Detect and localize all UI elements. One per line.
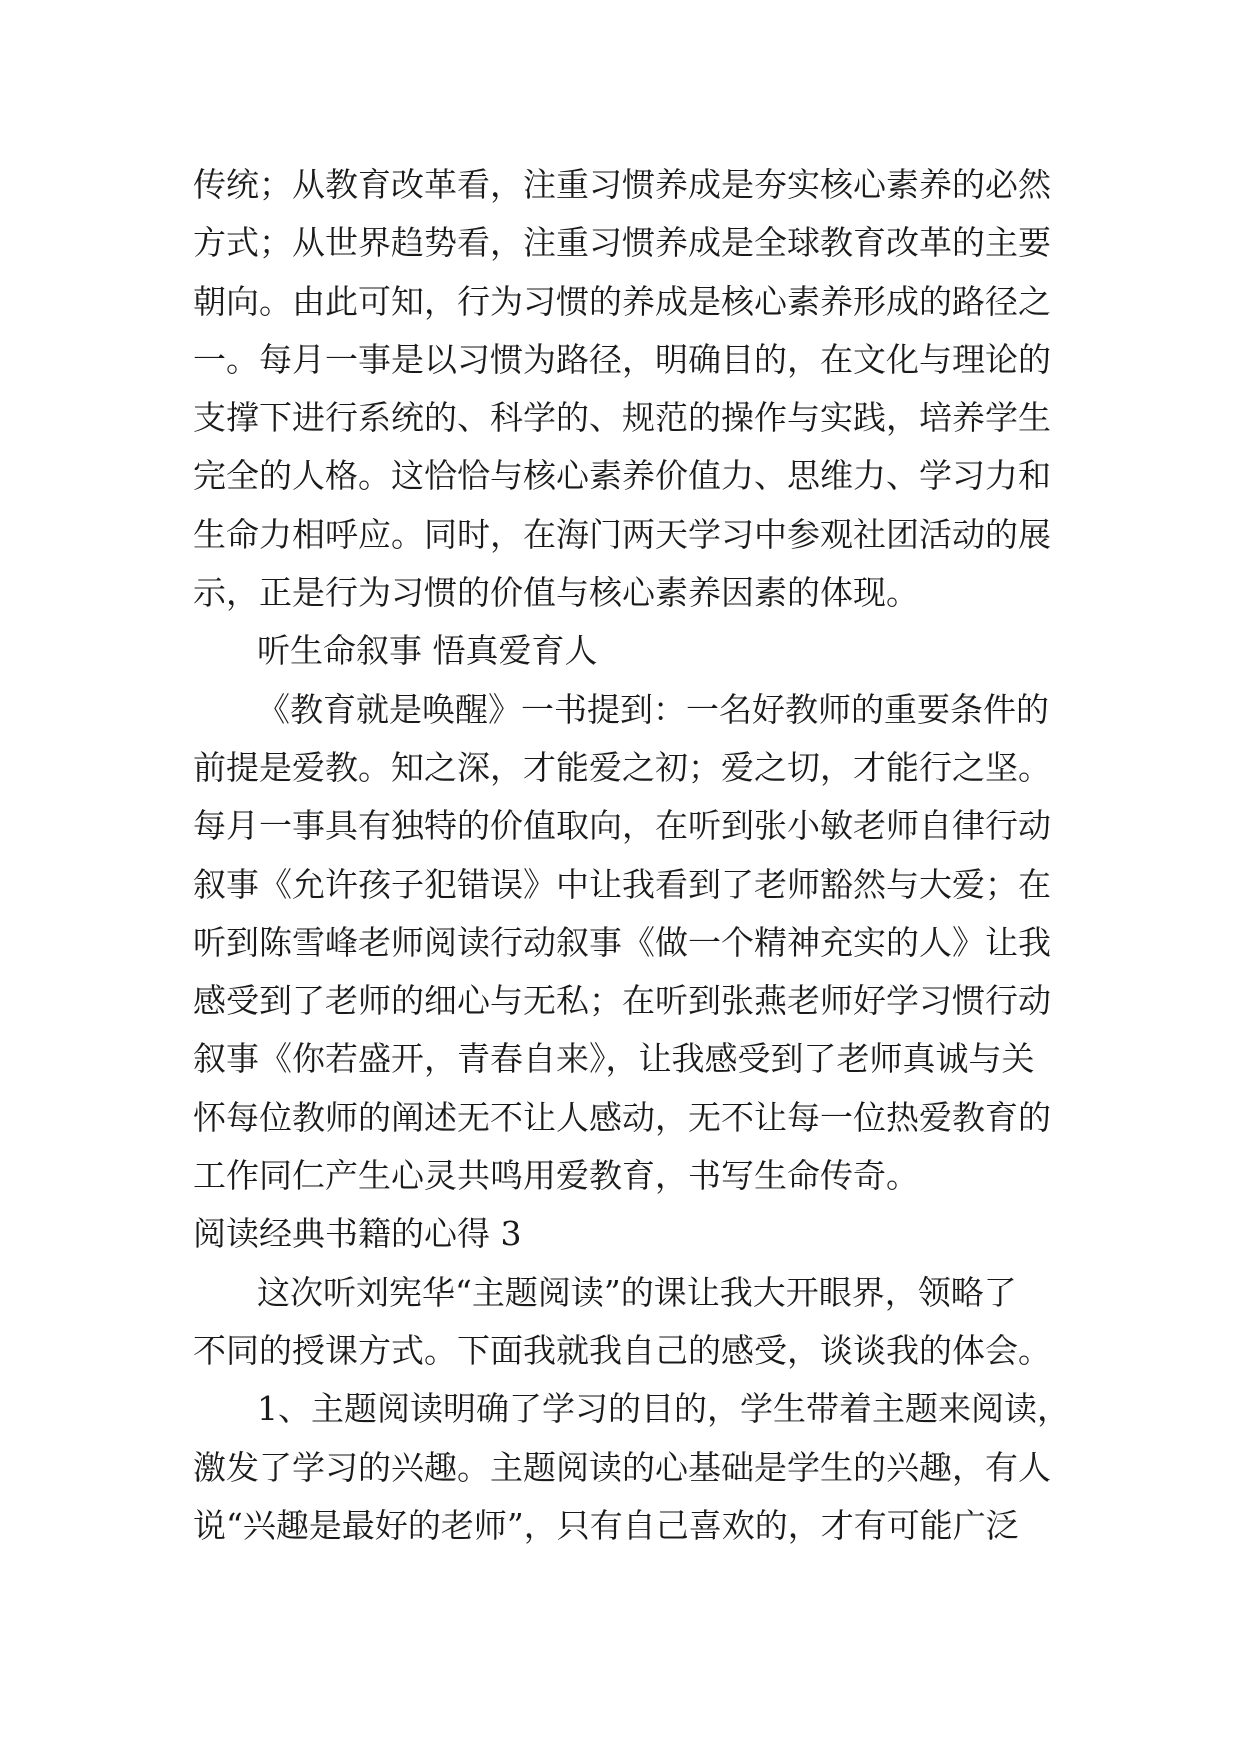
text-line: 支撑下进行系统的、科学的、规范的操作与实践，培养学生 [193, 398, 1051, 438]
text-line: 感受到了老师的细心与无私；在听到张燕老师好学习惯行动 [193, 981, 1051, 1021]
text-line: 听到陈雪峰老师阅读行动叙事《做一个精神充实的人》让我 [193, 922, 1051, 962]
text-line: 示，正是行为习惯的价值与核心素养因素的体现。 [193, 573, 919, 613]
body-text [193, 156, 1070, 1555]
text-line: 一。每月一事是以习惯为路径，明确目的，在文化与理论的 [193, 339, 1051, 379]
text-line: 怀每位教师的阐述无不让人感动，无不让每一位热爱教育的 [193, 1097, 1051, 1137]
text-line: 生命力相呼应。同时，在海门两天学习中参观社团活动的展 [193, 514, 1051, 554]
text-line: 不同的授课方式。下面我就我自己的感受，谈谈我的体会。 [193, 1330, 1051, 1370]
section-heading: 听生命叙事 悟真爱育人 [257, 631, 598, 671]
text-line: 激发了学习的兴趣。主题阅读的心基础是学生的兴趣，有人 [193, 1447, 1051, 1487]
text-line: 传统；从教育改革看，注重习惯养成是夯实核心素养的必然 [193, 165, 1051, 204]
text-line: 前提是爱教。知之深，才能爱之初；爱之切，才能行之坚。 [193, 747, 1051, 787]
text-line: 每月一事具有独特的价值取向，在听到张小敏老师自律行动 [193, 806, 1051, 846]
text-line: 1、主题阅读明确了学习的目的，学生带着主题来阅读， [257, 1389, 1070, 1429]
document-title: 阅读经典书籍的心得 3 [193, 1214, 522, 1254]
text-line: 完全的人格。这恰恰与核心素养价值力、思维力、学习力和 [193, 456, 1051, 496]
text-line: 这次听刘宪华“主题阅读”的课让我大开眼界，领略了 [257, 1272, 1017, 1312]
text-line: 《教育就是唤醒》一书提到：一名好教师的重要条件的 [257, 689, 1049, 729]
text-line: 说“兴趣是最好的老师”，只有自己喜欢的，才有可能广泛 [193, 1505, 1019, 1545]
text-line: 叙事《你若盛开，青春自来》，让我感受到了老师真诚与关 [193, 1039, 1035, 1079]
text-line: 工作同仁产生心灵共鸣用爱教育，书写生命传奇。 [193, 1156, 919, 1196]
text-line: 朝向。由此可知，行为习惯的养成是核心素养形成的路径之 [193, 281, 1051, 321]
text-line: 叙事《允许孩子犯错误》中让我看到了老师豁然与大爱；在 [193, 864, 1051, 904]
text-line: 方式；从世界趋势看，注重习惯养成是全球教育改革的主要 [193, 223, 1051, 263]
